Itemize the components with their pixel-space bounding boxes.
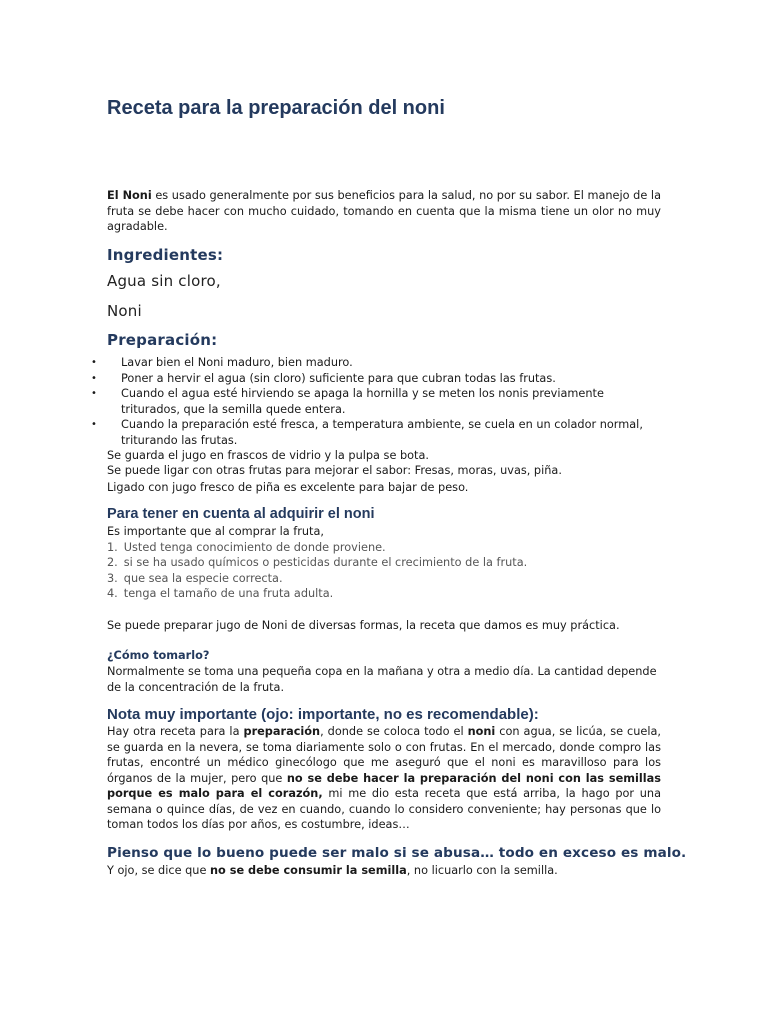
final-text-2: , no licuarlo con la semilla. bbox=[406, 864, 558, 877]
bullet-icon: • bbox=[91, 388, 97, 399]
list-item bbox=[91, 386, 660, 417]
step-text: Lavar bien el Noni maduro, bien maduro. bbox=[121, 356, 353, 369]
list-item bbox=[107, 571, 661, 586]
list-item bbox=[91, 371, 660, 387]
bullet-icon: • bbox=[91, 357, 97, 368]
intro-paragraph bbox=[107, 188, 661, 235]
list-number: 4. bbox=[107, 586, 118, 600]
list-item bbox=[91, 417, 660, 448]
prep-extra-2: Se puede ligar con otras frutas para mejorar el sabor: Fresas, moras, uvas, piña. bbox=[107, 464, 562, 477]
list-item bbox=[91, 355, 660, 371]
prep-extra-3: Ligado con jugo fresco de piña es excelente para bajar de peso. bbox=[107, 481, 469, 494]
ingredient-item-noni: Noni bbox=[107, 302, 142, 320]
list-text: que sea la especie correcta. bbox=[123, 571, 283, 585]
tips-list bbox=[107, 540, 661, 601]
note-text-4: mi me dio esta receta que está arriba, la hago por una semana o quince días, de vez en cuando, cuando lo considero conveniente; hay personas que lo toman todos los días por años, es costumbre, ideas… bbox=[107, 787, 661, 831]
list-text: Usted tenga conocimiento de donde proviene. bbox=[123, 541, 386, 554]
step-text: Poner a hervir el agua (sin cloro) suficiente para que cubran todas las frutas. bbox=[121, 371, 556, 385]
final-heading: Pienso que lo bueno puede ser malo si se abusa… todo en exceso es malo. bbox=[107, 845, 687, 861]
bullet-icon: • bbox=[91, 372, 97, 384]
list-text: si se ha usado químicos o pesticidas durante el crecimiento de la fruta. bbox=[123, 556, 528, 570]
note-text-3: con agua, se licúa, se cuela, se guarda en la nevera, se toma diariamente solo o con frutas. En el mercado, donde compro las frutas, encontré un médico ginecólogo que me aseguró que el noni es maravilloso para los órganos de la mujer, pero que bbox=[107, 725, 661, 785]
note-bold-2: noni bbox=[467, 725, 496, 738]
note-paragraph bbox=[107, 724, 661, 833]
list-number: 2. bbox=[107, 556, 118, 570]
step-text: Cuando la preparación esté fresca, a temperatura ambiente, se cuela en un colador normal, triturando las frutas. bbox=[121, 418, 643, 447]
how-text: Normalmente se toma una pequeña copa en la mañana y otra a medio día. La cantidad depende de la concentración de la fruta. bbox=[107, 665, 657, 694]
list-item bbox=[107, 586, 661, 601]
list-item bbox=[107, 540, 661, 555]
final-text-1: Y ojo, se dice que bbox=[107, 864, 210, 877]
ingredients-heading: Ingredientes: bbox=[107, 246, 224, 264]
tips-closing: Se puede preparar jugo de Noni de diversas formas, la receta que damos es muy práctica. bbox=[107, 619, 620, 632]
list-text: tenga el tamaño de una fruta adulta. bbox=[123, 586, 334, 600]
note-text-1: Hay otra receta para la bbox=[107, 725, 244, 738]
note-bold-1: preparación bbox=[243, 725, 321, 738]
intro-text: es usado generalmente por sus beneficios para la salud, no por su sabor. El manejo de la fruta se debe hacer con mucho cuidado, tomando en cuenta que la misma tiene un olor no muy agradable. bbox=[107, 189, 661, 233]
preparation-steps bbox=[91, 355, 660, 448]
bullet-icon: • bbox=[91, 419, 97, 430]
preparation-heading: Preparación: bbox=[107, 331, 218, 349]
step-text: Cuando el agua esté hirviendo se apaga la hornilla y se meten los nonis previamente triturados, que la semilla quede entera. bbox=[121, 387, 604, 416]
note-bold-3: no se debe hacer la preparación del noni con las semillas porque es malo para el corazón, bbox=[107, 771, 661, 800]
note-heading: Nota muy importante (ojo: importante, no es recomendable): bbox=[107, 706, 539, 723]
prep-extra-1: Se guarda el jugo en frascos de vidrio y la pulpa se bota. bbox=[107, 449, 430, 462]
tips-lead: Es importante que al comprar la fruta, bbox=[107, 525, 324, 538]
list-item bbox=[107, 555, 661, 570]
final-paragraph bbox=[107, 863, 661, 879]
how-heading: ¿Cómo tomarlo? bbox=[107, 649, 210, 662]
intro-bold: El Noni bbox=[107, 189, 152, 202]
page-title: Receta para la preparación del noni bbox=[107, 97, 445, 119]
final-bold-1: no se debe consumir la semilla bbox=[210, 864, 407, 877]
tips-heading: Para tener en cuenta al adquirir el noni bbox=[107, 506, 375, 522]
list-number: 3. bbox=[107, 571, 118, 585]
list-number: 1. bbox=[107, 541, 118, 554]
ingredient-item-water: Agua sin cloro, bbox=[107, 272, 221, 290]
note-text-2: , donde se coloca todo el bbox=[320, 725, 468, 738]
